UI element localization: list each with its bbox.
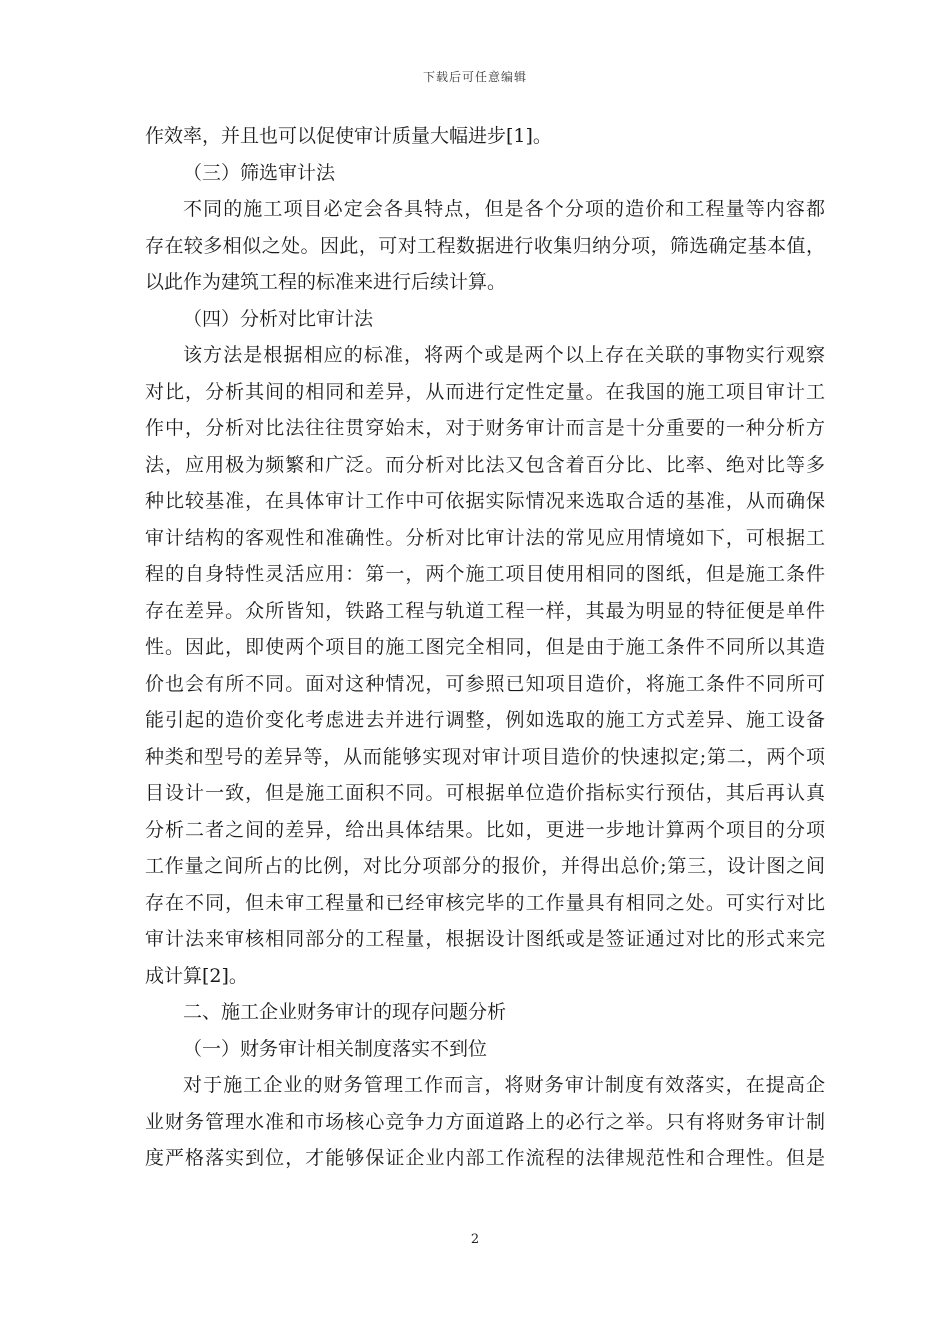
text-line: 工作量之间所占的比例，对比分项部分的报价，并得出总价;第三，设计图之间	[145, 855, 825, 877]
section-heading: 二、施工企业财务审计的现存问题分析	[183, 1001, 507, 1023]
text-line: 对比，分析其间的相同和差异，从而进行定性定量。在我国的施工项目审计工	[145, 380, 825, 403]
header-note: 下载后可任意编辑	[422, 70, 527, 84]
text-line: 存在差异。众所皆知，铁路工程与轨道工程一样，其最为明显的特征便是单件	[145, 599, 825, 622]
text-line: 以此作为建筑工程的标准来进行后续计算。	[145, 271, 507, 293]
text-line: 性。因此，即使两个项目的施工图完全相同，但是由于施工条件不同所以其造	[145, 636, 825, 658]
text-line: 成计算[2]。	[145, 964, 248, 987]
text-line: 种比较基准，在具体审计工作中可依据实际情况来选取合适的基准，从而确保	[145, 490, 825, 512]
document-body	[145, 118, 825, 1177]
section-heading: （四）分析对比审计法	[183, 307, 374, 330]
text-line: 对于施工企业的财务管理工作而言，将财务审计制度有效落实，在提高企	[183, 1074, 825, 1096]
text-line: 种类和型号的差异等，从而能够实现对审计项目造价的快速拟定;第二，两个项	[145, 745, 825, 768]
page-number: 2	[470, 1232, 480, 1247]
text-line: 能引起的造价变化考虑进去并进行调整，例如选取的施工方式差异、施工设备	[145, 709, 825, 731]
text-line: 审计法来审核相同部分的工程量，根据设计图纸或是签证通过对比的形式来完	[145, 928, 825, 950]
text-line: 不同的施工项目必定会各具特点，但是各个分项的造价和工程量等内容都	[183, 198, 825, 220]
section-heading: （一）财务审计相关制度落实不到位	[183, 1037, 488, 1060]
text-line: 目设计一致，但是施工面积不同。可根据单位造价指标实行预估，其后再认真	[145, 782, 825, 804]
text-line: 度严格落实到位，才能够保证企业内部工作流程的法律规范性和合理性。但是	[145, 1147, 825, 1169]
text-line: 作中，分析对比法往往贯穿始末，对于财务审计而言是十分重要的一种分析方	[145, 417, 825, 439]
text-line: 作效率，并且也可以促使审计质量大幅进步[1]。	[145, 125, 552, 147]
text-line: 价也会有所不同。面对这种情况，可参照已知项目造价，将施工条件不同所可	[145, 672, 825, 695]
text-line: 法，应用极为频繁和广泛。而分析对比法又包含着百分比、比率、绝对比等多	[145, 453, 825, 476]
text-line: 审计结构的客观性和准确性。分析对比审计法的常见应用情境如下，可根据工	[145, 526, 825, 549]
text-line: 分析二者之间的差异，给出具体结果。比如，更进一步地计算两个项目的分项	[145, 818, 825, 841]
section-heading: （三）筛选审计法	[183, 161, 336, 184]
text-line: 程的自身特性灵活应用：第一，两个施工项目使用相同的图纸，但是施工条件	[145, 563, 825, 585]
text-line: 存在不同，但未审工程量和已经审核完毕的工作量具有相同之处。可实行对比	[145, 891, 825, 914]
text-line: 该方法是根据相应的标准，将两个或是两个以上存在关联的事物实行观察	[183, 344, 825, 366]
text-line: 存在较多相似之处。因此，可对工程数据进行收集归纳分项，筛选确定基本值，	[145, 234, 825, 257]
text-line: 业财务管理水准和市场核心竞争力方面道路上的必行之举。只有将财务审计制	[145, 1110, 825, 1133]
